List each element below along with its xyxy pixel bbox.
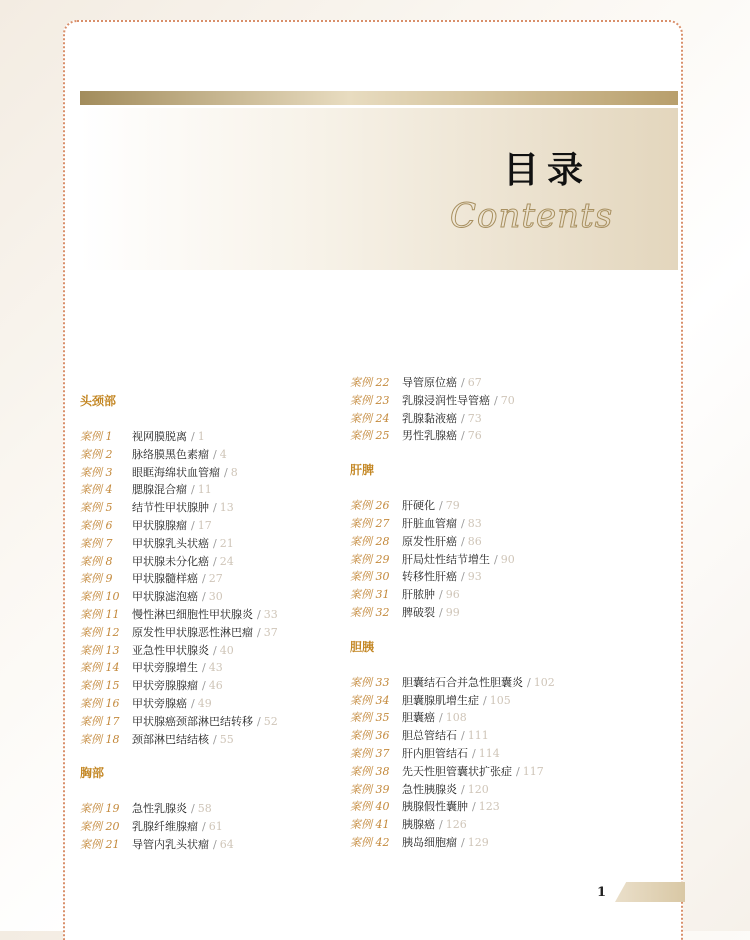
toc-entry[interactable] xyxy=(80,464,350,482)
separator-slash: / xyxy=(439,588,443,602)
case-label: 案例 2 xyxy=(80,447,113,461)
page-number-ref: 52 xyxy=(263,714,278,728)
case-label: 案例 26 xyxy=(350,499,390,513)
case-label: 案例 31 xyxy=(350,588,390,602)
case-title: 甲状旁腺腺瘤 xyxy=(132,679,198,693)
case-label: 案例 40 xyxy=(350,800,390,814)
case-title: 眼眶海绵状血管瘤 xyxy=(132,465,220,479)
toc-entry[interactable] xyxy=(350,709,670,727)
page-number-ref: 61 xyxy=(208,820,223,834)
page-number-ref: 83 xyxy=(467,516,482,530)
toc-entry[interactable] xyxy=(80,499,350,517)
section-title: 头颈部 xyxy=(80,394,117,408)
toc-entry[interactable] xyxy=(80,553,350,571)
page-number-ref: 120 xyxy=(467,782,489,796)
case-title: 甲状腺腺瘤 xyxy=(132,518,187,532)
case-label: 案例 36 xyxy=(350,729,390,743)
case-label: 案例 13 xyxy=(80,643,120,657)
toc-entry[interactable] xyxy=(80,535,350,553)
case-label: 案例 6 xyxy=(80,518,113,532)
case-label: 案例 28 xyxy=(350,534,390,548)
case-title: 慢性淋巴细胞性甲状腺炎 xyxy=(132,607,253,621)
case-title: 肝局灶性结节增生 xyxy=(402,552,490,566)
separator-slash: / xyxy=(494,393,498,407)
case-label: 案例 39 xyxy=(350,782,390,796)
toc-entry[interactable] xyxy=(350,604,670,622)
case-label: 案例 38 xyxy=(350,764,390,778)
section-title: 胸部 xyxy=(80,766,105,781)
page-number-ref: 1 xyxy=(197,430,205,443)
toc-entry[interactable] xyxy=(350,568,670,586)
case-label: 案例 22 xyxy=(350,376,390,389)
case-title: 男性乳腺癌 xyxy=(402,429,457,443)
case-title: 胆囊结石合并急性胆囊炎 xyxy=(402,675,523,689)
case-title: 乳腺黏液癌 xyxy=(402,411,457,425)
page-number: 1 xyxy=(597,885,607,900)
case-label: 案例 3 xyxy=(80,465,113,479)
toc-entry[interactable] xyxy=(80,836,350,854)
separator-slash: / xyxy=(461,782,465,796)
page-number-ref: 13 xyxy=(219,501,234,515)
separator-slash: / xyxy=(439,605,443,619)
case-title: 胆囊癌 xyxy=(402,711,435,725)
separator-slash: / xyxy=(202,820,206,834)
page-number-ref: 129 xyxy=(467,835,489,849)
toc-entry[interactable] xyxy=(350,374,670,392)
page-number-ref: 126 xyxy=(445,818,467,832)
page-number-ref: 17 xyxy=(197,518,212,532)
separator-slash: / xyxy=(472,746,476,760)
page-number-ref: 102 xyxy=(533,675,555,689)
toc-entry[interactable] xyxy=(350,674,670,692)
case-title: 脾破裂 xyxy=(402,605,435,619)
page-number-ref: 67 xyxy=(467,376,482,389)
separator-slash: / xyxy=(202,572,206,586)
separator-slash: / xyxy=(494,552,498,566)
toc-entry[interactable] xyxy=(80,446,350,464)
case-label: 案例 16 xyxy=(80,696,120,710)
page-number-ref: 37 xyxy=(263,625,278,639)
case-title: 胰腺癌 xyxy=(402,818,435,832)
toc-entry[interactable] xyxy=(350,763,670,781)
separator-slash: / xyxy=(213,501,217,515)
page-number-ref: 21 xyxy=(219,536,234,550)
separator-slash: / xyxy=(461,376,465,389)
page-number-ref: 43 xyxy=(208,661,223,675)
case-title: 导管原位癌 xyxy=(402,376,457,389)
toc-entry[interactable] xyxy=(80,677,350,695)
separator-slash: / xyxy=(472,800,476,814)
case-label: 案例 25 xyxy=(350,429,390,443)
page-number-ref: 111 xyxy=(467,729,489,743)
toc-entry[interactable] xyxy=(80,642,350,660)
page-number-ref: 8 xyxy=(230,465,238,479)
toc-entry[interactable] xyxy=(80,517,350,535)
separator-slash: / xyxy=(213,447,217,461)
toc-entry[interactable] xyxy=(80,713,350,731)
case-title: 肝内胆管结石 xyxy=(402,746,468,760)
toc-entry[interactable] xyxy=(80,588,350,606)
case-title: 亚急性甲状腺炎 xyxy=(132,643,209,657)
case-label: 案例 32 xyxy=(350,605,390,619)
separator-slash: / xyxy=(202,679,206,693)
case-title: 急性乳腺炎 xyxy=(132,802,187,816)
toc-entry[interactable] xyxy=(350,515,670,533)
case-title: 转移性肝癌 xyxy=(402,570,457,584)
header-bar xyxy=(80,91,678,105)
separator-slash: / xyxy=(461,534,465,548)
separator-slash: / xyxy=(483,693,487,707)
case-title: 肝脓肿 xyxy=(402,588,435,602)
toc-entry[interactable] xyxy=(350,781,670,799)
page-number-ref: 27 xyxy=(208,572,223,586)
case-label: 案例 30 xyxy=(350,570,390,584)
case-title: 乳腺纤维腺瘤 xyxy=(132,820,198,834)
case-title: 甲状旁腺癌 xyxy=(132,696,187,710)
case-label: 案例 17 xyxy=(80,714,120,728)
toc-entry[interactable] xyxy=(350,497,670,515)
separator-slash: / xyxy=(213,643,217,657)
page-number-ref: 123 xyxy=(478,800,500,814)
case-title: 导管内乳头状瘤 xyxy=(132,837,209,851)
page-number-ref: 33 xyxy=(263,607,278,621)
page-number-ref: 93 xyxy=(467,570,482,584)
separator-slash: / xyxy=(516,764,520,778)
page-number-ref: 96 xyxy=(445,588,460,602)
footer-tab xyxy=(615,882,685,902)
toc-entry[interactable] xyxy=(350,427,670,445)
case-title: 视网膜脱离 xyxy=(132,430,187,443)
page-number-ref: 90 xyxy=(500,552,515,566)
case-label: 案例 11 xyxy=(80,607,120,621)
case-label: 案例 37 xyxy=(350,746,390,760)
page-number-ref: 11 xyxy=(197,483,212,497)
separator-slash: / xyxy=(202,590,206,604)
separator-slash: / xyxy=(439,499,443,513)
toc-entry[interactable] xyxy=(350,586,670,604)
case-label: 案例 19 xyxy=(80,802,120,816)
page-number-ref: 55 xyxy=(219,732,234,746)
case-title: 乳腺浸润性导管癌 xyxy=(402,393,490,407)
case-label: 案例 23 xyxy=(350,393,390,407)
case-label: 案例 35 xyxy=(350,711,390,725)
case-title: 甲状腺癌颈部淋巴结转移 xyxy=(132,714,253,728)
case-label: 案例 15 xyxy=(80,679,120,693)
case-title: 甲状腺乳头状癌 xyxy=(132,536,209,550)
separator-slash: / xyxy=(213,536,217,550)
case-label: 案例 34 xyxy=(350,693,390,707)
separator-slash: / xyxy=(439,711,443,725)
case-title: 甲状旁腺增生 xyxy=(132,661,198,675)
separator-slash: / xyxy=(439,818,443,832)
page-number-ref: 4 xyxy=(219,447,227,461)
toc-entry[interactable] xyxy=(350,692,670,710)
separator-slash: / xyxy=(191,696,195,710)
page-number-ref: 86 xyxy=(467,534,482,548)
page-number-ref: 108 xyxy=(445,711,467,725)
case-title: 胰腺假性囊肿 xyxy=(402,800,468,814)
case-label: 案例 4 xyxy=(80,483,113,497)
toc-entry[interactable] xyxy=(80,731,350,749)
separator-slash: / xyxy=(213,554,217,568)
case-title: 脉络膜黑色素瘤 xyxy=(132,447,209,461)
separator-slash: / xyxy=(191,802,195,816)
toc-entry[interactable] xyxy=(350,834,670,852)
toc-entry[interactable] xyxy=(80,624,350,642)
toc-entry[interactable] xyxy=(80,481,350,499)
case-label: 案例 41 xyxy=(350,818,390,832)
case-label: 案例 8 xyxy=(80,554,113,568)
page-number-ref: 46 xyxy=(208,679,223,693)
case-label: 案例 42 xyxy=(350,835,390,849)
toc-entry[interactable] xyxy=(80,428,350,446)
case-title: 先天性胆管囊状扩张症 xyxy=(402,764,512,778)
page-number-ref: 24 xyxy=(219,554,234,568)
case-label: 案例 27 xyxy=(350,516,390,530)
case-title: 胆囊腺肌增生症 xyxy=(402,693,479,707)
toc-entry[interactable] xyxy=(80,695,350,713)
separator-slash: / xyxy=(213,837,217,851)
toc-entry[interactable] xyxy=(80,818,350,836)
page-number-ref: 99 xyxy=(445,605,460,619)
case-label: 案例 14 xyxy=(80,661,120,675)
toc-entry[interactable] xyxy=(80,659,350,677)
toc-entry[interactable] xyxy=(350,727,670,745)
page-number-ref: 49 xyxy=(197,696,212,710)
page-number-ref: 58 xyxy=(197,802,212,816)
case-title: 急性胰腺炎 xyxy=(402,782,457,796)
case-title: 甲状腺未分化癌 xyxy=(132,554,209,568)
section-title: 肝脾 xyxy=(350,463,375,478)
case-label: 案例 1 xyxy=(80,430,113,443)
toc-entry[interactable] xyxy=(350,798,670,816)
toc-entry[interactable] xyxy=(80,570,350,588)
page-number-ref: 117 xyxy=(522,764,544,778)
toc-entry[interactable] xyxy=(350,410,670,428)
toc-entry[interactable] xyxy=(80,606,350,624)
case-label: 案例 7 xyxy=(80,536,113,550)
case-title: 结节性甲状腺肿 xyxy=(132,501,209,515)
toc-left-column xyxy=(80,392,350,854)
separator-slash: / xyxy=(191,483,195,497)
case-title: 肝硬化 xyxy=(402,499,435,513)
page-number-ref: 76 xyxy=(467,429,482,443)
page-number-ref: 64 xyxy=(219,837,234,851)
separator-slash: / xyxy=(202,661,206,675)
case-label: 案例 10 xyxy=(80,590,120,604)
case-label: 案例 9 xyxy=(80,572,113,586)
separator-slash: / xyxy=(461,516,465,530)
case-label: 案例 29 xyxy=(350,552,390,566)
separator-slash: / xyxy=(461,570,465,584)
separator-slash: / xyxy=(257,714,261,728)
page-number-ref: 105 xyxy=(489,693,511,707)
case-label: 案例 5 xyxy=(80,501,113,515)
case-label: 案例 21 xyxy=(80,837,120,851)
case-title: 胆总管结石 xyxy=(402,729,457,743)
separator-slash: / xyxy=(224,465,228,479)
toc-entry[interactable] xyxy=(80,800,350,818)
page-number-ref: 114 xyxy=(478,746,500,760)
case-label: 案例 33 xyxy=(350,675,390,689)
toc-entry[interactable] xyxy=(350,392,670,410)
case-title: 颈部淋巴结结核 xyxy=(132,732,209,746)
separator-slash: / xyxy=(461,729,465,743)
page-number-ref: 79 xyxy=(445,499,460,513)
toc-right-column xyxy=(350,374,670,852)
page-number-ref: 30 xyxy=(208,590,223,604)
separator-slash: / xyxy=(527,675,531,689)
case-title: 胰岛细胞瘤 xyxy=(402,835,457,849)
separator-slash: / xyxy=(257,607,261,621)
page-subtitle: Contents xyxy=(450,196,614,236)
separator-slash: / xyxy=(257,625,261,639)
separator-slash: / xyxy=(461,411,465,425)
case-label: 案例 12 xyxy=(80,625,120,639)
separator-slash: / xyxy=(461,429,465,443)
case-title: 腮腺混合瘤 xyxy=(132,483,187,497)
case-title: 甲状腺髓样癌 xyxy=(132,572,198,586)
separator-slash: / xyxy=(213,732,217,746)
separator-slash: / xyxy=(461,835,465,849)
toc-entry[interactable] xyxy=(350,816,670,834)
case-title: 肝脏血管瘤 xyxy=(402,516,457,530)
page-number-ref: 40 xyxy=(219,643,234,657)
page-title: 目录 xyxy=(503,150,592,191)
case-title: 甲状腺滤泡癌 xyxy=(132,590,198,604)
toc-entry[interactable] xyxy=(350,745,670,763)
separator-slash: / xyxy=(191,430,195,443)
case-label: 案例 18 xyxy=(80,732,120,746)
separator-slash: / xyxy=(191,518,195,532)
case-label: 案例 24 xyxy=(350,411,390,425)
case-title: 原发性甲状腺恶性淋巴瘤 xyxy=(132,625,253,639)
page-number-ref: 73 xyxy=(467,411,482,425)
case-title: 原发性肝癌 xyxy=(402,534,457,548)
toc-entry[interactable] xyxy=(350,551,670,569)
page-number-ref: 70 xyxy=(500,393,515,407)
case-label: 案例 20 xyxy=(80,820,120,834)
toc-entry[interactable] xyxy=(350,533,670,551)
section-title: 胆胰 xyxy=(350,639,375,654)
